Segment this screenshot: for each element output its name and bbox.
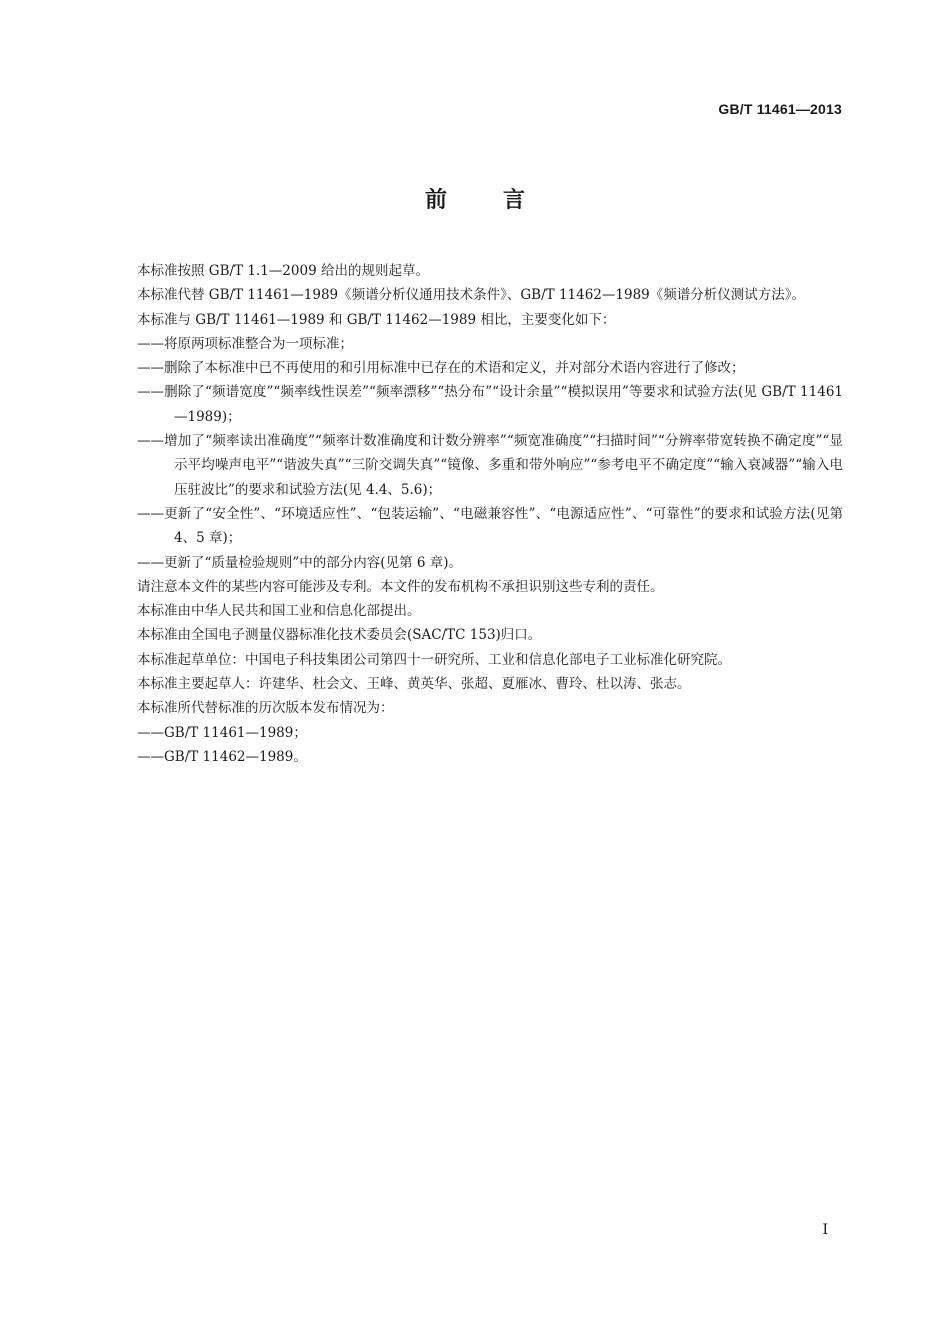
list-item-edition: ——GB/T 11462—1989。: [137, 748, 307, 765]
list-item-edition: ——GB/T 11461—1989；: [137, 724, 307, 741]
document-body: [108, 259, 843, 769]
paragraph-patent-notice: 请注意本文件的某些内容可能涉及专利。本文件的发布机构不承担识别这些专利的责任。: [137, 578, 664, 595]
page-number: I: [822, 1222, 828, 1238]
paragraph-changes-intro: 本标准与 GB/T 11461—1989 和 GB/T 11462—1989 相比，主要变化如下：: [137, 311, 616, 328]
paragraph-proposed-by: 本标准由中华人民共和国工业和信息化部提出。: [137, 603, 421, 620]
paragraph-administered-by: 本标准由全国电子测量仪器标准化技术委员会(SAC/TC 153)归口。: [137, 627, 542, 644]
paragraph-drafters: 本标准主要起草人：许建华、杜会文、王峰、黄英华、张超、夏雁冰、曹玲、杜以涛、张志。: [137, 676, 691, 693]
paragraph-replaces: 本标准代替 GB/T 11461—1989《频谱分析仪通用技术条件》、GB/T 11462—1989《频谱分析仪测试方法》。: [137, 287, 805, 304]
list-item-change: ——删除了“频谱宽度”“频率线性误差”“频率漂移”“热分布”“设计余量”“模拟误用”等要求和试验方法(见 GB/T 11461—1989)；: [137, 384, 843, 425]
page-title: 前言: [424, 188, 581, 213]
list-item-change: ——删除了本标准中已不再使用的和引用标准中已存在的术语和定义，并对部分术语内容进行了修改；: [137, 360, 745, 377]
list-item-change: ——将原两项标准整合为一项标准；: [137, 335, 353, 352]
paragraph-drafting-units: 本标准起草单位：中国电子科技集团公司第四十一研究所、工业和信息化部电子工业标准化研究院。: [137, 651, 731, 668]
paragraph-drafting-rules: 本标准按照 GB/T 1.1—2009 给出的规则起草。: [137, 263, 429, 279]
list-item-change: ——更新了“安全性”、“环境适应性”、“包装运输”、“电磁兼容性”、“电源适应性”、“可靠性”的要求和试验方法(见第 4、5 章)；: [137, 505, 843, 547]
paragraph-editions-intro: 本标准所代替标准的历次版本发布情况为：: [137, 700, 394, 717]
standard-number: GB/T 11461—2013: [718, 101, 842, 117]
list-item-change: ——增加了“频率读出准确度”“频率计数准确度和计数分辨率”“频宽准确度”“扫描时间”“分辨率带宽转换不确定度”“显示平均噪声电平”“谐波失真”“三阶交调失真”“镜像、多重和带外响应”“参考电平不确定度”“输入衰减器”“输入电压驻波比”的要求和试验方法(见 4.4、5.6)；: [137, 433, 843, 498]
list-item-change: ——更新了“质量检验规则”中的部分内容(见第 6 章)。: [137, 554, 463, 571]
